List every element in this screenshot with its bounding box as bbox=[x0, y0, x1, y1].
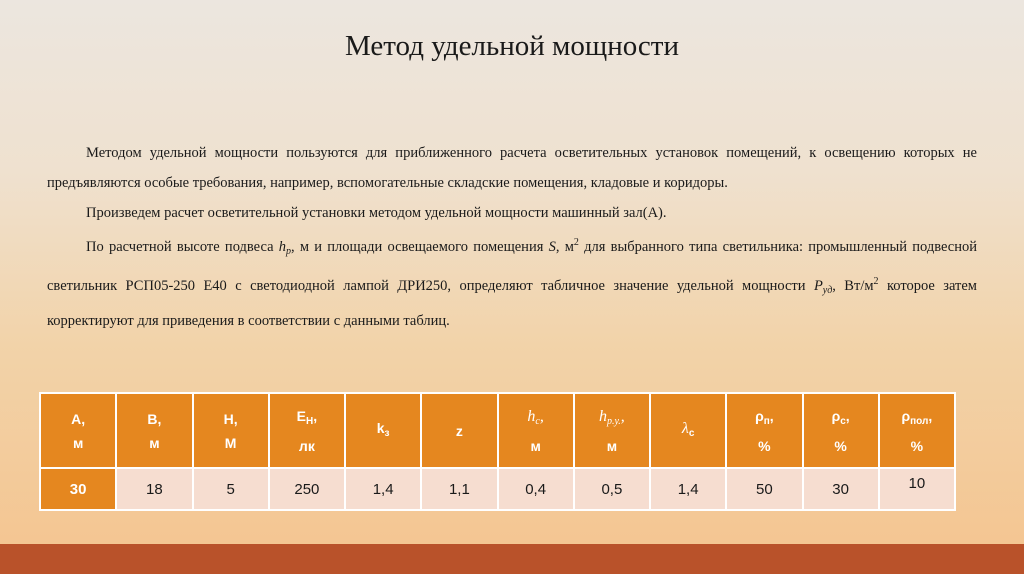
header-z: z bbox=[421, 393, 497, 468]
superscript: 2 bbox=[573, 237, 579, 248]
cell-en: 250 bbox=[269, 468, 345, 510]
cell-hru: 0,5 bbox=[574, 468, 650, 510]
cell-a: 30 bbox=[40, 468, 116, 510]
header-h: H, М bbox=[193, 393, 269, 468]
header-rho-pol: $\rho_{пол}$, % bbox=[879, 393, 955, 468]
text-span: , м bbox=[555, 239, 574, 255]
header-en: $E_Н$, лк bbox=[269, 393, 345, 468]
header-hru: $h_{р.у.}$, м bbox=[574, 393, 650, 468]
cell-z: 1,1 bbox=[421, 468, 497, 510]
header-rho-p: $\rho_п$, % bbox=[726, 393, 802, 468]
header-b: B, м bbox=[116, 393, 192, 468]
header-rho-c: $\rho_с$, % bbox=[803, 393, 879, 468]
cell-rho-pol: 10 bbox=[879, 468, 955, 510]
text-span: для выбранного типа светильника: промышленный подвесной светильник РСП05-250 Е40 с светодиодной лампой ДРИ250, определяют табличное значение удельной мощности bbox=[47, 239, 977, 294]
paragraph-method bbox=[47, 228, 977, 336]
header-hc: $h_c$, м bbox=[498, 393, 574, 468]
table-header-row bbox=[40, 393, 955, 468]
cell-kz: 1,4 bbox=[345, 468, 421, 510]
cell-lambda: 1,4 bbox=[650, 468, 726, 510]
paragraph-intro: Методом удельной мощности пользуются для приближенного расчета осветительных установок помещений, к освещению которых не предъявляются особые требования, например, вспомогательные складские помещения, кладовые и коридоры. bbox=[47, 145, 977, 191]
header-kz: $k_з$ bbox=[345, 393, 421, 468]
hp-subscript: p bbox=[286, 246, 291, 257]
parameters-table bbox=[39, 392, 956, 511]
text-span: По расчетной высоте подвеса bbox=[86, 239, 279, 255]
power-subscript: уд bbox=[822, 285, 833, 296]
text-span: , м и площади освещаемого помещения bbox=[291, 239, 549, 255]
cell-b: 18 bbox=[116, 468, 192, 510]
text-span: которое затем корректируют для приведения в соответствии с данными таблиц. bbox=[47, 278, 977, 329]
cell-rho-c: 30 bbox=[803, 468, 879, 510]
hp-symbol: h bbox=[278, 239, 286, 255]
power-symbol: P bbox=[813, 278, 823, 294]
bottom-accent-bar bbox=[0, 544, 1024, 574]
header-a: A, м bbox=[40, 393, 116, 468]
cell-rho-p: 50 bbox=[726, 468, 802, 510]
paragraph-task: Произведем расчет осветительной установки методом удельной мощности машинный зал(А). bbox=[86, 205, 667, 221]
header-lambda: $\lambda_c$ bbox=[650, 393, 726, 468]
body-text bbox=[47, 138, 977, 336]
area-symbol: S bbox=[548, 239, 556, 255]
cell-hc: 0,4 bbox=[498, 468, 574, 510]
text-span: , Вт/м bbox=[832, 278, 874, 294]
cell-h: 5 bbox=[193, 468, 269, 510]
superscript: 2 bbox=[873, 276, 879, 287]
table-row bbox=[40, 468, 955, 510]
slide-title: Метод удельной мощности bbox=[344, 30, 679, 62]
